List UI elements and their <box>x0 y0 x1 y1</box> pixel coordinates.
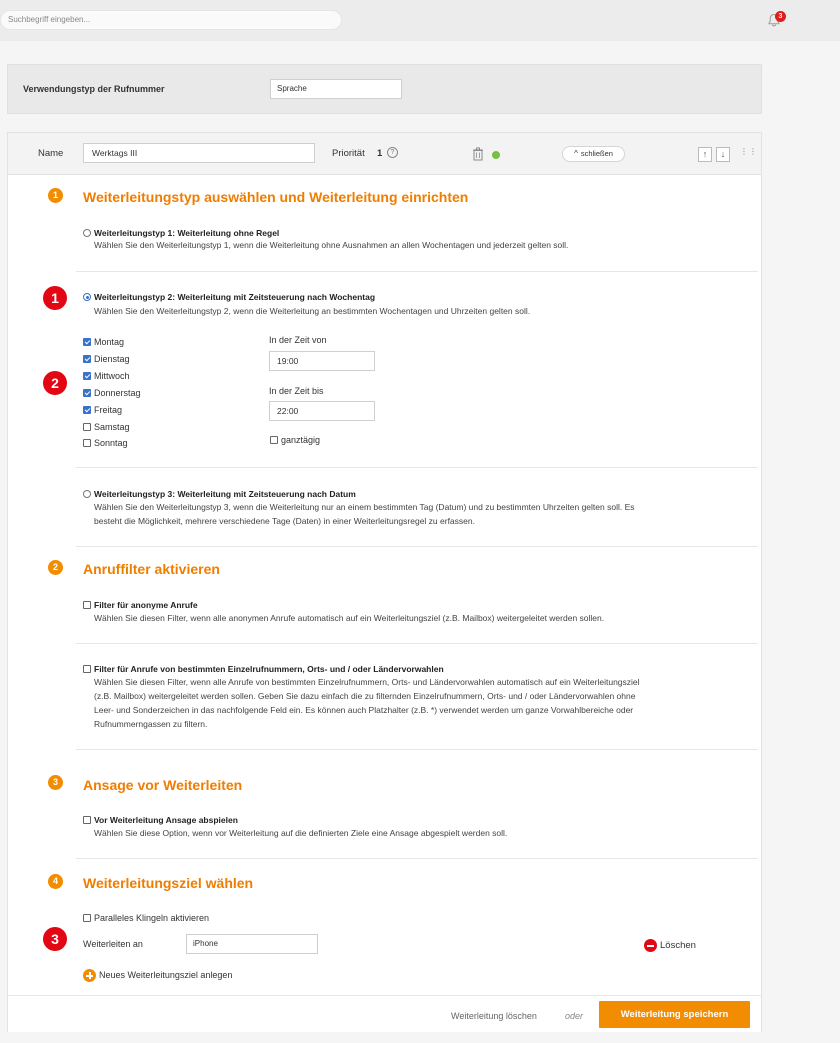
save-button[interactable]: Weiterleitung speichern <box>599 1001 750 1028</box>
type-2-title: Weiterleitungstyp 2: Weiterleitung mit Zeitsteuerung nach Wochentag <box>94 292 376 302</box>
checkbox-parallel-ringing[interactable] <box>83 914 91 922</box>
time-from-input[interactable]: 19:00 <box>269 351 375 371</box>
delete-forwarding-link[interactable]: Weiterleitung löschen <box>451 1011 537 1021</box>
section-title-forwarding-target: Weiterleitungsziel wählen <box>83 875 254 891</box>
section-title-forwarding-type: Weiterleitungstyp auswählen und Weiterleitung einrichten <box>83 189 469 205</box>
number-filter-title: Filter für Anrufe von bestimmten Einzelrufnummern, Orts- und / oder Ländervorwahlen <box>94 664 444 674</box>
section-title-announcement: Ansage vor Weiterleiten <box>83 777 243 793</box>
trash-icon[interactable] <box>472 147 484 161</box>
number-filter-description-line: Wählen Sie diesen Filter, wenn alle Anrufe von bestimmten Einzelrufnummern, Orts- und Ländervorwahlen automatisch auf ein Weiterleitungsziel <box>94 677 640 687</box>
number-filter-description-line: (z.B. Mailbox) weitergeleitet werden sollen. Geben Sie dazu einfach die zu filternden Einzelrufnummern, Orts- und / oder Ländervorwahlen ohne <box>94 691 636 701</box>
checkbox-announcement[interactable] <box>83 816 91 824</box>
chevron-up-icon: ^ <box>574 149 578 158</box>
type-1-description: Wählen Sie den Weiterleitungstyp 1, wenn die Weiterleitung ohne Ausnahmen an allen Wochentagen und jederzeit gelten soll. <box>94 240 569 250</box>
usage-type-label: Verwendungstyp der Rufnummer <box>23 84 165 94</box>
day-label: Samstag <box>94 422 130 432</box>
divider <box>76 858 758 859</box>
priority-label: Priorität <box>332 148 365 159</box>
annotation-marker-1: 1 <box>43 286 67 310</box>
step-number-2: 2 <box>48 560 63 575</box>
checkbox-number-filter[interactable] <box>83 665 91 673</box>
time-to-label: In der Zeit bis <box>269 386 324 396</box>
add-target-link[interactable]: Neues Weiterleitungsziel anlegen <box>99 970 233 980</box>
top-bar <box>0 0 840 41</box>
day-label: Donnerstag <box>94 388 141 398</box>
type-2-description: Wählen Sie den Weiterleitungstyp 2, wenn die Weiterleitung an bestimmten Wochentagen und Uhrzeiten gelten soll. <box>94 306 531 316</box>
forwarding-rule-card <box>7 132 762 1032</box>
radio-type-1[interactable] <box>83 229 91 237</box>
step-number-1: 1 <box>48 188 63 203</box>
type-3-description-line: besteht die Möglichkeit, mehrere verschiedene Tage (Daten) in einer Weiterleitungsregel zu erfassen. <box>94 516 475 526</box>
day-label: Montag <box>94 337 125 347</box>
section-title-call-filter: Anruffilter aktivieren <box>83 561 220 577</box>
close-button[interactable] <box>562 146 625 162</box>
all-day-label: ganztägig <box>281 435 321 445</box>
help-icon[interactable]: ? <box>387 147 398 158</box>
drag-handle-icon[interactable]: ⋮⋮ <box>740 147 758 156</box>
forward-to-label: Weiterleiten an <box>83 939 143 949</box>
checkbox-freitag[interactable] <box>83 406 91 414</box>
rule-footer <box>8 995 761 1032</box>
usage-type-select[interactable]: Sprache <box>270 79 402 99</box>
usage-type-panel <box>7 64 762 114</box>
forward-target-select[interactable]: iPhone <box>186 934 318 954</box>
day-label: Mittwoch <box>94 371 130 381</box>
checkbox-dienstag[interactable] <box>83 355 91 363</box>
move-down-button[interactable]: ↓ <box>716 147 730 162</box>
status-indicator <box>492 151 500 159</box>
number-filter-description-line: Leer- und Sonderzeichen in das nachfolgende Feld ein. Es können auch Platzhalter (z.B. *) verwendet werden um ganze Vorwahlbereiche oder <box>94 705 634 715</box>
search-input[interactable]: Suchbegriff eingeben... <box>0 10 342 30</box>
radio-type-2[interactable] <box>83 293 91 301</box>
time-from-label: In der Zeit von <box>269 335 327 345</box>
type-3-title: Weiterleitungstyp 3: Weiterleitung mit Zeitsteuerung nach Datum <box>94 489 356 499</box>
announcement-title: Vor Weiterleitung Ansage abspielen <box>94 815 238 825</box>
parallel-ringing-label: Paralleles Klingeln aktivieren <box>94 913 210 923</box>
step-number-4: 4 <box>48 874 63 889</box>
day-label: Sonntag <box>94 438 128 448</box>
annotation-marker-3: 3 <box>43 927 67 951</box>
add-icon[interactable] <box>83 969 96 982</box>
close-button-label: schließen <box>580 149 613 158</box>
anonymous-filter-description: Wählen Sie diesen Filter, wenn alle anonymen Anrufe automatisch auf ein Weiterleitungsziel (z.B. Mailbox) weitergeleitet werden sollen. <box>94 613 605 623</box>
move-up-button[interactable]: ↑ <box>698 147 712 162</box>
or-label: oder <box>565 1011 584 1021</box>
type-1-title: Weiterleitungstyp 1: Weiterleitung ohne Regel <box>94 228 280 238</box>
type-3-description-line: Wählen Sie den Weiterleitungstyp 3, wenn die Weiterleitung nur an einem bestimmten Tag (Datum) und zu bestimmten Uhrzeiten gelten soll. Es <box>94 502 635 512</box>
announcement-description: Wählen Sie diese Option, wenn vor Weiterleitung auf die definierten Ziele eine Ansage abgespielt werden soll. <box>94 828 508 838</box>
divider <box>76 546 758 547</box>
notification-badge: 3 <box>775 11 786 22</box>
name-input[interactable]: Werktags III <box>83 143 315 163</box>
checkbox-anonymous-filter[interactable] <box>83 601 91 609</box>
divider <box>76 749 758 750</box>
divider <box>76 643 758 644</box>
step-number-3: 3 <box>48 775 63 790</box>
checkbox-sonntag[interactable] <box>83 439 91 447</box>
name-label: Name <box>38 148 64 159</box>
remove-icon[interactable] <box>644 939 657 952</box>
time-to-input[interactable]: 22:00 <box>269 401 375 421</box>
divider <box>76 467 758 468</box>
annotation-marker-2: 2 <box>43 371 67 395</box>
divider <box>76 271 758 272</box>
checkbox-montag[interactable] <box>83 338 91 346</box>
radio-type-3[interactable] <box>83 490 91 498</box>
day-label: Freitag <box>94 405 123 415</box>
priority-value: 1 <box>377 148 383 159</box>
checkbox-mittwoch[interactable] <box>83 372 91 380</box>
checkbox-all-day[interactable] <box>270 436 278 444</box>
number-filter-description-line: Rufnummerngassen zu filtern. <box>94 719 208 729</box>
day-label: Dienstag <box>94 354 130 364</box>
checkbox-samstag[interactable] <box>83 423 91 431</box>
checkbox-donnerstag[interactable] <box>83 389 91 397</box>
delete-target-link[interactable]: Löschen <box>660 940 696 951</box>
rule-header <box>8 133 761 175</box>
anonymous-filter-title: Filter für anonyme Anrufe <box>94 600 198 610</box>
